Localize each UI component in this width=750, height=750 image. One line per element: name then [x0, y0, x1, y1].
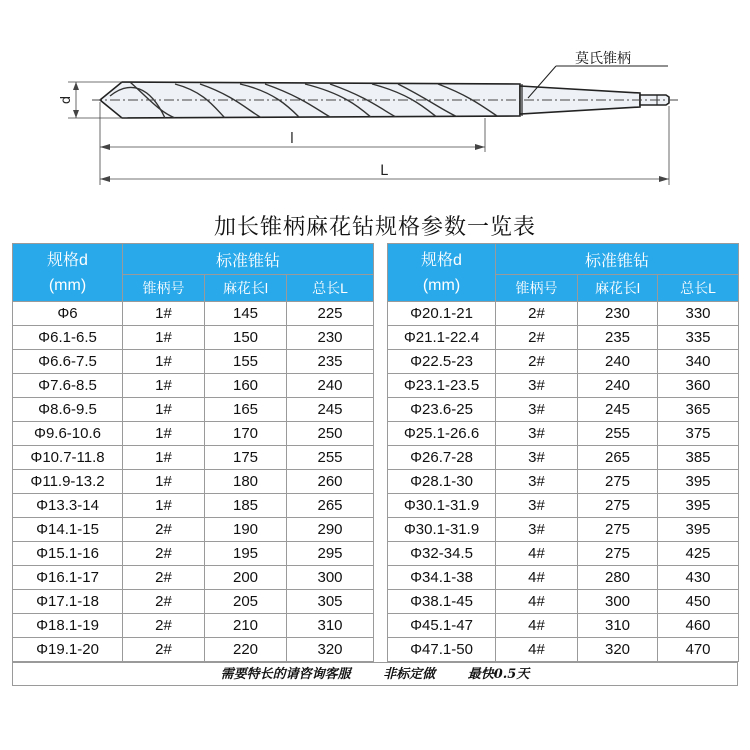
- taper-no-cell: 1#: [123, 374, 205, 398]
- total-length-cell: 255: [287, 446, 374, 470]
- flute-length-cell: 240: [578, 350, 658, 374]
- flute-length-cell: 145: [205, 302, 287, 326]
- flute-length-cell: 245: [578, 398, 658, 422]
- taper-no-header: 锥柄号: [123, 275, 205, 302]
- spec-cell: Φ26.7-28: [388, 446, 496, 470]
- flute-length-cell: 150: [205, 326, 287, 350]
- taper-no-cell: 2#: [496, 350, 578, 374]
- group-header: 标准锥钻: [123, 244, 374, 275]
- spec-cell: Φ7.6-8.5: [13, 374, 123, 398]
- group-header: 标准锥钻: [496, 244, 739, 275]
- spec-cell: Φ22.5-23: [388, 350, 496, 374]
- total-length-cell: 365: [658, 398, 739, 422]
- table-row: [13, 350, 374, 374]
- taper-no-cell: 2#: [123, 566, 205, 590]
- total-length-cell: 250: [287, 422, 374, 446]
- table-row: [13, 398, 374, 422]
- table-row: [388, 566, 739, 590]
- spec-cell: Φ8.6-9.5: [13, 398, 123, 422]
- flute-length-cell: 275: [578, 470, 658, 494]
- total-length-cell: 450: [658, 590, 739, 614]
- taper-no-cell: 3#: [496, 398, 578, 422]
- flute-length-cell: 310: [578, 614, 658, 638]
- spec-cell: Φ20.1-21: [388, 302, 496, 326]
- total-length-cell: 470: [658, 638, 739, 662]
- total-length-header: 总长L: [287, 275, 374, 302]
- table-row: [13, 494, 374, 518]
- table-row: [13, 470, 374, 494]
- total-length-cell: 305: [287, 590, 374, 614]
- total-length-cell: 245: [287, 398, 374, 422]
- taper-no-cell: 4#: [496, 590, 578, 614]
- spec-header-line2: (mm): [48, 276, 87, 294]
- spec-cell: Φ6: [13, 302, 123, 326]
- table-row: [388, 542, 739, 566]
- taper-no-cell: 1#: [123, 398, 205, 422]
- spec-cell: Φ10.7-11.8: [13, 446, 123, 470]
- spec-cell: Φ15.1-16: [13, 542, 123, 566]
- spec-cell: Φ9.6-10.6: [13, 422, 123, 446]
- taper-no-cell: 2#: [496, 326, 578, 350]
- spec-cell: Φ17.1-18: [13, 590, 123, 614]
- spec-table-left: [12, 243, 374, 662]
- spec-cell: Φ19.1-20: [13, 638, 123, 662]
- taper-no-cell: 1#: [123, 350, 205, 374]
- table-row: [13, 566, 374, 590]
- total-length-header: 总长L: [658, 275, 739, 302]
- flute-length-cell: 195: [205, 542, 287, 566]
- taper-no-cell: 3#: [496, 374, 578, 398]
- table-row: [13, 638, 374, 662]
- spec-header-line2: (mm): [422, 276, 461, 294]
- taper-no-cell: 2#: [123, 542, 205, 566]
- spec-cell: Φ23.6-25: [388, 398, 496, 422]
- page-title: 加长锥柄麻花钻规格参数一览表: [213, 215, 536, 240]
- total-length-cell: 320: [287, 638, 374, 662]
- table-row: [388, 422, 739, 446]
- taper-no-cell: 2#: [123, 638, 205, 662]
- drill-technical-drawing: [0, 0, 750, 200]
- taper-no-cell: 3#: [496, 422, 578, 446]
- total-length-cell: 260: [287, 470, 374, 494]
- table-row: [388, 326, 739, 350]
- table-row: [13, 302, 374, 326]
- flute-length-cell: 155: [205, 350, 287, 374]
- flute-length-cell: 280: [578, 566, 658, 590]
- total-length-cell: 395: [658, 470, 739, 494]
- spec-cell: Φ28.1-30: [388, 470, 496, 494]
- taper-no-cell: 4#: [496, 614, 578, 638]
- taper-no-cell: 1#: [123, 446, 205, 470]
- flute-length-cell: 240: [578, 374, 658, 398]
- taper-no-header: 锥柄号: [496, 275, 578, 302]
- taper-no-cell: 2#: [123, 590, 205, 614]
- total-length-cell: 310: [287, 614, 374, 638]
- table-row: [388, 302, 739, 326]
- table-row: [388, 638, 739, 662]
- taper-no-cell: 4#: [496, 566, 578, 590]
- taper-no-cell: 2#: [496, 302, 578, 326]
- flute-length-cell: 275: [578, 518, 658, 542]
- flute-length-cell: 210: [205, 614, 287, 638]
- table-row: [388, 446, 739, 470]
- total-length-cell: 385: [658, 446, 739, 470]
- total-length-cell: 230: [287, 326, 374, 350]
- spec-cell: Φ11.9-13.2: [13, 470, 123, 494]
- taper-no-cell: 1#: [123, 494, 205, 518]
- total-length-cell: 290: [287, 518, 374, 542]
- taper-no-cell: 2#: [123, 614, 205, 638]
- flute-length-cell: 275: [578, 542, 658, 566]
- taper-no-cell: 3#: [496, 470, 578, 494]
- total-length-cell: 430: [658, 566, 739, 590]
- flute-length-cell: 160: [205, 374, 287, 398]
- table-row: [13, 590, 374, 614]
- table-row: [388, 494, 739, 518]
- total-length-cell: 295: [287, 542, 374, 566]
- taper-no-cell: 1#: [123, 470, 205, 494]
- dimension-L-label: L: [380, 163, 388, 179]
- spec-header-line1: 规格d: [47, 251, 88, 269]
- total-length-cell: 395: [658, 494, 739, 518]
- taper-no-cell: 2#: [123, 518, 205, 542]
- spec-header-line1: 规格d: [421, 251, 462, 269]
- flute-length-cell: 200: [205, 566, 287, 590]
- spec-header: [13, 244, 123, 302]
- spec-cell: Φ14.1-15: [13, 518, 123, 542]
- spec-cell: Φ16.1-17: [13, 566, 123, 590]
- flute-length-header: 麻花长l: [205, 275, 287, 302]
- taper-no-cell: 4#: [496, 638, 578, 662]
- total-length-cell: 225: [287, 302, 374, 326]
- flute-length-cell: 230: [578, 302, 658, 326]
- flute-length-cell: 235: [578, 326, 658, 350]
- total-length-cell: 375: [658, 422, 739, 446]
- taper-no-cell: 4#: [496, 542, 578, 566]
- taper-no-cell: 1#: [123, 326, 205, 350]
- taper-no-cell: 1#: [123, 302, 205, 326]
- total-length-cell: 335: [658, 326, 739, 350]
- flute-length-cell: 175: [205, 446, 287, 470]
- total-length-cell: 460: [658, 614, 739, 638]
- flute-length-cell: 300: [578, 590, 658, 614]
- table-row: [388, 614, 739, 638]
- total-length-cell: 340: [658, 350, 739, 374]
- spec-cell: Φ34.1-38: [388, 566, 496, 590]
- flute-length-cell: 190: [205, 518, 287, 542]
- spec-cell: Φ18.1-19: [13, 614, 123, 638]
- table-row: [388, 374, 739, 398]
- flute-length-cell: 255: [578, 422, 658, 446]
- total-length-cell: 330: [658, 302, 739, 326]
- footer-lead-time: 最快0.5天: [467, 667, 530, 682]
- table-row: [13, 542, 374, 566]
- spec-cell: Φ38.1-45: [388, 590, 496, 614]
- flute-length-cell: 180: [205, 470, 287, 494]
- total-length-cell: 300: [287, 566, 374, 590]
- table-row: [13, 422, 374, 446]
- total-length-cell: 425: [658, 542, 739, 566]
- footer-non-standard: 非标定做: [383, 667, 436, 682]
- table-row: [13, 614, 374, 638]
- taper-no-cell: 3#: [496, 446, 578, 470]
- flute-length-cell: 205: [205, 590, 287, 614]
- spec-cell: Φ6.1-6.5: [13, 326, 123, 350]
- table-row: [388, 350, 739, 374]
- footer-custom-length: 需要特长的请咨询客服: [220, 667, 351, 682]
- table-row: [388, 518, 739, 542]
- spec-header: [388, 244, 496, 302]
- table-row: [13, 326, 374, 350]
- table-row: [13, 374, 374, 398]
- table-row: [13, 446, 374, 470]
- spec-cell: Φ13.3-14: [13, 494, 123, 518]
- table-row: [388, 470, 739, 494]
- total-length-cell: 265: [287, 494, 374, 518]
- total-length-cell: 240: [287, 374, 374, 398]
- flute-length-cell: 265: [578, 446, 658, 470]
- table-row: [13, 518, 374, 542]
- flute-length-header: 麻花长l: [578, 275, 658, 302]
- flute-length-cell: 320: [578, 638, 658, 662]
- footer-note: [12, 662, 738, 686]
- dimension-d-label: d: [59, 95, 74, 105]
- flute-length-cell: 185: [205, 494, 287, 518]
- table-row: [388, 590, 739, 614]
- spec-cell: Φ25.1-26.6: [388, 422, 496, 446]
- flute-length-cell: 165: [205, 398, 287, 422]
- spec-cell: Φ23.1-23.5: [388, 374, 496, 398]
- taper-no-cell: 3#: [496, 518, 578, 542]
- total-length-cell: 360: [658, 374, 739, 398]
- spec-cell: Φ21.1-22.4: [388, 326, 496, 350]
- taper-no-cell: 3#: [496, 494, 578, 518]
- flute-length-cell: 220: [205, 638, 287, 662]
- spec-cell: Φ32-34.5: [388, 542, 496, 566]
- total-length-cell: 395: [658, 518, 739, 542]
- spec-table-right: [387, 243, 739, 662]
- spec-cell: Φ30.1-31.9: [388, 518, 496, 542]
- taper-no-cell: 1#: [123, 422, 205, 446]
- shank-label: 莫氏锥柄: [575, 51, 631, 67]
- table-row: [388, 398, 739, 422]
- spec-cell: Φ30.1-31.9: [388, 494, 496, 518]
- spec-cell: Φ45.1-47: [388, 614, 496, 638]
- spec-cell: Φ6.6-7.5: [13, 350, 123, 374]
- dimension-l-label: l: [290, 131, 294, 147]
- flute-length-cell: 275: [578, 494, 658, 518]
- flute-length-cell: 170: [205, 422, 287, 446]
- total-length-cell: 235: [287, 350, 374, 374]
- spec-cell: Φ47.1-50: [388, 638, 496, 662]
